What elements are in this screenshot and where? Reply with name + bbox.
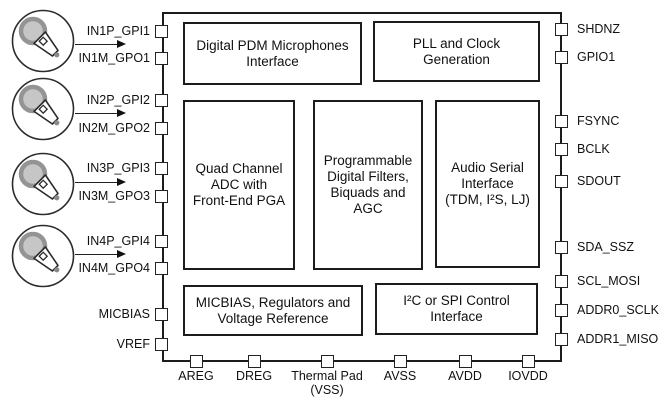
mic1-input-arrow-line	[75, 44, 118, 45]
pin-square-in1m-gpo1	[155, 52, 168, 65]
pin-label-dreg: DREG	[235, 369, 273, 383]
pin-square-dreg	[248, 355, 261, 368]
pin-label-gpio1: GPIO1	[577, 50, 616, 64]
pin-square-shdnz	[555, 23, 568, 36]
pin-label-avdd: AVDD	[448, 369, 482, 383]
pin-label-sda-ssz: SDA_SSZ	[577, 240, 634, 254]
pin-square-vref	[155, 338, 168, 351]
pin-label-thermal-pad-vss: Thermal Pad (VSS)	[291, 369, 363, 397]
pin-label-in1m-gpo1: IN1M_GPO1	[78, 51, 150, 65]
block-label: Audio Serial Interface (TDM, I²S, LJ)	[445, 160, 530, 207]
pin-square-micbias	[155, 308, 168, 321]
block-audio-serial-interface	[435, 100, 540, 268]
pin-label-in2m-gpo2: IN2M_GPO2	[78, 121, 150, 135]
block-i2c-spi-control-interface	[375, 283, 538, 335]
mic2-input-arrow-line	[75, 113, 118, 114]
pin-square-addr0-sclk	[555, 304, 568, 317]
block-label: I²C or SPI Control Interface	[403, 293, 510, 324]
pin-label-in4m-gpo4: IN4M_GPO4	[78, 261, 150, 275]
pin-label-shdnz: SHDNZ	[577, 22, 621, 36]
block-programmable-digital-filters	[313, 100, 423, 270]
block-label: Digital PDM Microphones Interface	[196, 37, 349, 69]
block-label: MICBIAS, Regulators and Voltage Reference	[195, 294, 351, 326]
microphone-icon	[10, 8, 76, 74]
pin-label-sdout: SDOUT	[577, 174, 621, 188]
pin-label-addr0-sclk: ADDR0_SCLK	[577, 303, 659, 317]
pin-label-fsync: FSYNC	[577, 114, 620, 128]
pin-square-sda-ssz	[555, 241, 568, 254]
mic4-input-arrow-line	[75, 254, 118, 255]
pin-label-in3m-gpo3: IN3M_GPO3	[78, 189, 150, 203]
microphone-icon	[10, 151, 76, 217]
block-label: Quad Channel ADC with Front-End PGA	[192, 161, 286, 208]
pin-square-areg	[190, 355, 203, 368]
pin-label-micbias: MICBIAS	[98, 307, 150, 321]
pin-square-in3m-gpo3	[155, 190, 168, 203]
pin-label-in1p-gpi1: IN1P_GPI1	[86, 24, 150, 38]
pin-label-vref: VREF	[116, 337, 150, 351]
pin-square-in2p-gpi2	[155, 94, 168, 107]
mic1-input-arrow-head	[117, 40, 126, 48]
pin-label-scl-mosi: SCL_MOSI	[577, 274, 641, 288]
pin-square-in3p-gpi3	[155, 162, 168, 175]
pin-label-avss: AVSS	[383, 369, 417, 383]
pin-label-bclk: BCLK	[577, 142, 610, 156]
pin-square-in4p-gpi4	[155, 235, 168, 248]
block-label: PLL and Clock Generation	[412, 35, 501, 67]
pin-square-fsync	[555, 115, 568, 128]
block-quad-channel-adc	[183, 100, 295, 270]
pin-square-iovdd	[522, 355, 535, 368]
microphone-icon	[10, 76, 76, 142]
pin-square-scl-mosi	[555, 275, 568, 288]
pin-square-in2m-gpo2	[155, 122, 168, 135]
pin-label-in4p-gpi4: IN4P_GPI4	[86, 234, 150, 248]
mic2-input-arrow-head	[117, 109, 126, 117]
mic3-input-arrow-head	[117, 178, 126, 186]
pin-square-gpio1	[555, 51, 568, 64]
pin-label-addr1-miso: ADDR1_MISO	[577, 332, 659, 346]
block-digital-pdm-microphones-interface	[183, 22, 362, 85]
pin-square-addr1-miso	[555, 333, 568, 346]
block-micbias-regulators-voltage-reference	[183, 285, 363, 336]
pin-square-avdd	[459, 355, 472, 368]
pin-label-iovdd: IOVDD	[508, 369, 548, 383]
microphone-icon	[10, 223, 76, 289]
pin-square-in4m-gpo4	[155, 262, 168, 275]
block-pll-and-clock-generation	[373, 21, 540, 82]
pin-square-avss	[394, 355, 407, 368]
pin-square-in1p-gpi1	[155, 25, 168, 38]
block-label: Programmable Digital Filters, Biquads and AGC	[323, 153, 413, 216]
pin-label-in2p-gpi2: IN2P_GPI2	[86, 93, 150, 107]
pin-label-in3p-gpi3: IN3P_GPI3	[86, 161, 150, 175]
mic3-input-arrow-line	[75, 182, 118, 183]
mic4-input-arrow-head	[117, 250, 126, 258]
pin-square-bclk	[555, 143, 568, 156]
pin-label-areg: AREG	[178, 369, 214, 383]
pin-square-sdout	[555, 175, 568, 188]
pin-square-thermal-pad	[321, 355, 334, 368]
